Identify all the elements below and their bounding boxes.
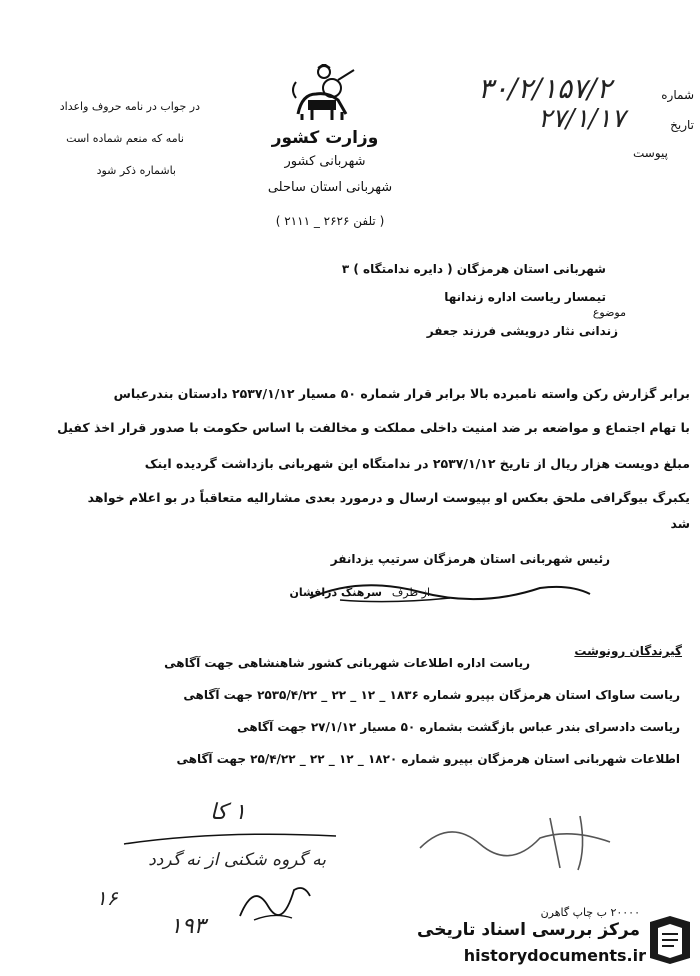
division-title: شهربانی استان ساحلی <box>267 180 393 195</box>
body-line-1: برابر گزارش رکن واسته نامبرده بالا برابر قرار شماره ۵۰ مسیار ۲۵۳۷/۱/۱۲ دادستان بندرعباس <box>113 386 690 401</box>
faint-stamp-scrawl-icon <box>410 808 620 878</box>
body-line-5: شد <box>670 516 690 531</box>
handwritten-note-1: ۱ کا <box>210 800 246 825</box>
recipients-heading: گیرندگان رونوشت <box>574 644 682 658</box>
subject-line: زندانی نثار درویشی فرزند جعفر <box>426 324 618 338</box>
watermark <box>406 906 698 974</box>
date-label: تاریخ <box>670 118 694 132</box>
addressee-line: شهربانی استان هرمزگان ( دایره ندامتگاه ) ۳ <box>341 262 606 276</box>
signatory-title: رئیس شهربانی استان هرمزگان سرتیپ یزدانفر <box>330 552 610 566</box>
left-note-1: در جواب در نامه حروف واعداد <box>59 100 200 113</box>
left-note-2: نامه که منعم شماده است <box>66 132 184 145</box>
watermark-name: مرکز بررسی اسناد تاریخی <box>417 920 640 940</box>
body-line-3: مبلغ دویست هزار ریال از تاریخ ۲۵۳۷/۱/۱۲ در ندامتگاه این شهربانی بازداشت گردیده اینک <box>144 456 690 471</box>
attachment-label: پیوست <box>633 146 668 160</box>
handwritten-note-2: به گروه شکنی از نه گردد <box>148 850 326 870</box>
recipient-line-1: ریاست اداره اطلاعات شهربانی کشور شاهنشاهی جهت آگاهی <box>164 656 530 670</box>
recipient-line-2: ریاست ساواک استان هرمزگان بپیرو شماره ۱۸۳۶ _ ۱۲ _ ۲۲ _ ۲۵۳۵/۴/۲۲ جهت آگاهی <box>183 688 680 702</box>
police-title: شهربانی کشور <box>284 154 366 169</box>
handwritten-note-4: ۱۹۳ <box>170 914 206 939</box>
subject-label: موضوع <box>592 306 626 319</box>
printer-line: ۲۰۰۰۰ ب چاپ گاهرن <box>540 906 640 919</box>
recipient-line-3: ریاست دادسرای بندر عباس بازگشت بشماره ۵۰ مسیار ۲۷/۱/۱۲ جهت آگاهی <box>237 720 680 734</box>
body-line-2: با تهام اجتماع و مواضعه بر ضد امنیت داخلی مملکت و مخالفت با اساس حکومت با صدور قرار اخذ کفیل <box>57 420 690 435</box>
date-value: ۲۷/۱/۱۷ <box>538 104 626 134</box>
phone-line: ( تلفن ۲۶۲۶ _ ۲۱۱۱ ) <box>275 214 385 228</box>
recipient-line-4: اطلاعات شهربانی استان هرمزگان بپیرو شماره ۱۸۲۰ _ ۱۲ _ ۲۲ _ ۲۵/۴/۲۲ جهت آگاهی <box>176 752 680 766</box>
number-label: شماره <box>661 88 694 102</box>
from-label: از طرف <box>391 586 430 599</box>
initials-scrawl-icon <box>234 876 314 926</box>
archive-logo-icon <box>646 914 694 966</box>
left-note-3: باشماره ذکر شود <box>96 164 176 177</box>
body-line-4: یکبرگ بیوگرافی ملحق بعکس او بپیوست ارسال و درمورد بعدی مشارالیه متعاقباً در بو اعلام خواهد <box>87 490 690 505</box>
watermark-url[interactable]: historydocuments.ir <box>463 946 646 965</box>
handwritten-note-3: ۱۶ <box>96 886 118 910</box>
deputy-signatory: سرهنگ درافشان <box>289 586 382 599</box>
lion-and-sun-emblem-icon <box>288 64 358 122</box>
attention-line: تیمسار ریاست اداره زندانها <box>444 290 606 304</box>
number-value: ۳۰/۲/۱۵۷/۲ <box>478 72 612 105</box>
handwritten-stroke-icon <box>120 828 340 848</box>
ministry-title: وزارت کشور <box>271 128 379 148</box>
